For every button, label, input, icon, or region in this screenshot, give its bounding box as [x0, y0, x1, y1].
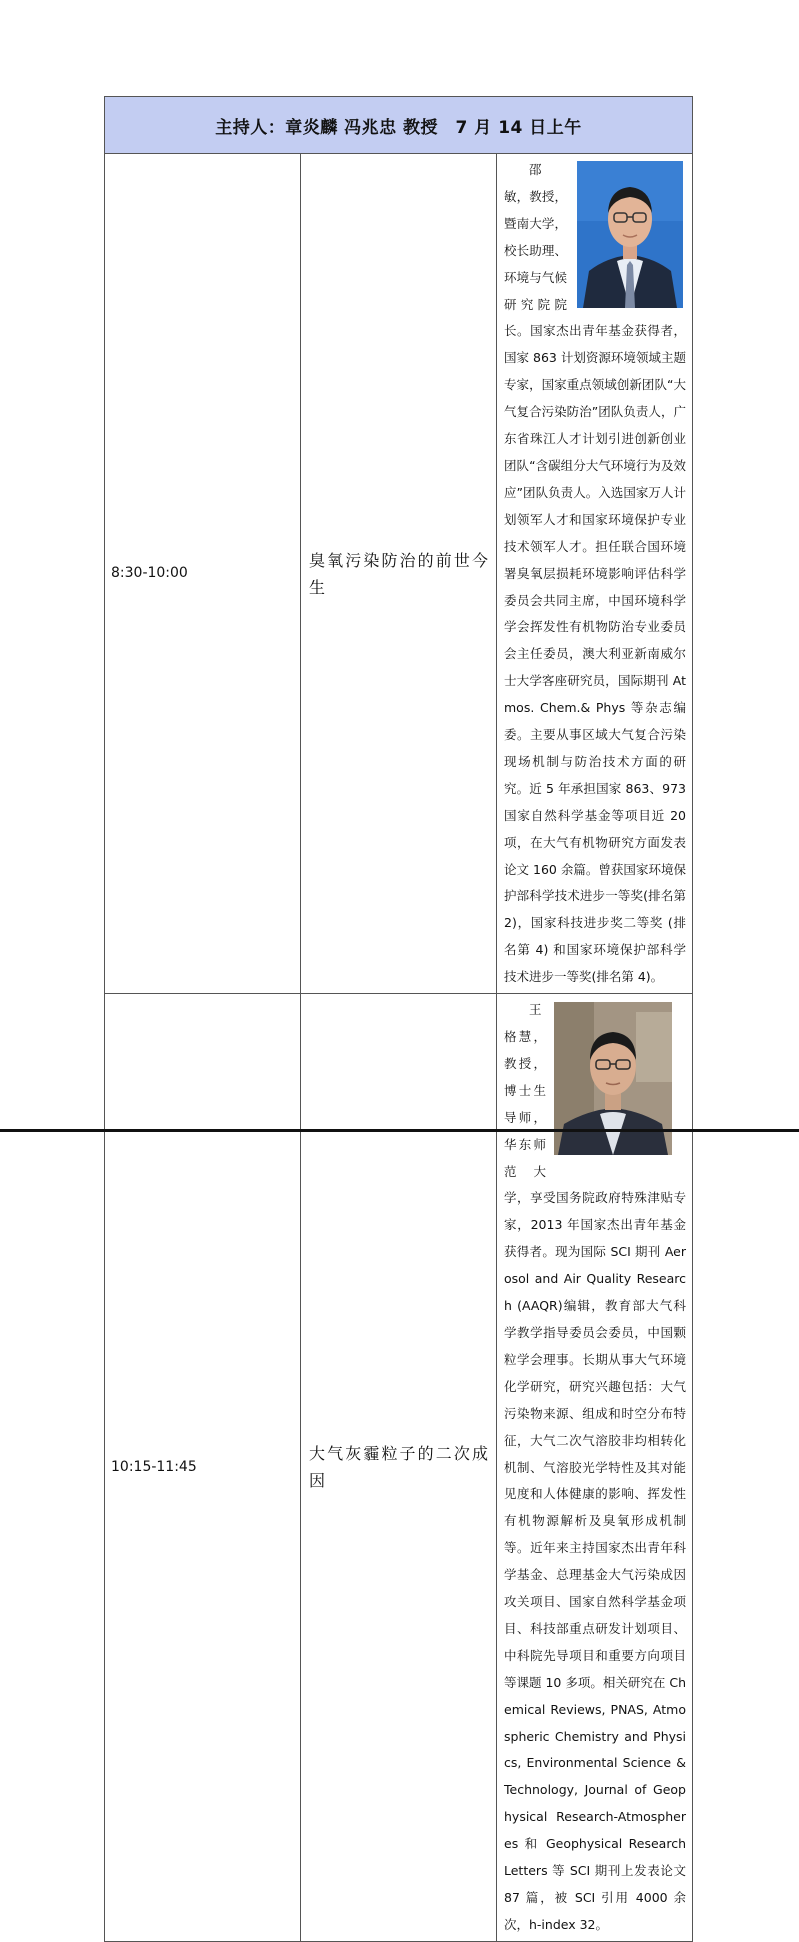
session-row [105, 994, 693, 1942]
speaker-photo [577, 161, 683, 308]
schedule-table [104, 96, 693, 1942]
speaker-bio-cell [497, 994, 693, 1942]
session-row [105, 154, 693, 994]
page-bottom-rule [0, 1129, 799, 1132]
session-time: 10:15-11:45 [105, 994, 301, 1942]
session-time: 8:30-10:00 [105, 154, 301, 994]
speaker-bio-text: 王格慧，教授，博士生导师，华东师范大学，享受国务院政府特殊津贴专家，2013 年国家杰出青年基金获得者。现为国际 SCI 期刊 Aerosol and Air Quality Research (AAQR)编辑，教育部大气科学教学指导委员会委员，中国颗粒学会理事。长期从事大气环境化学研究，研究兴趣包括：大气污染物来源、组成和时空分布特征，大气二次气溶胶非均相转化机制、气溶胶光学特性及其对能见度和人体健康的影响、挥发性有机物源解析及臭氧形成机制等。近年来主持国家杰出青年科学基金、总理基金大气污染成因攻关项目、国家自然科学基金项目、科技部重点研发计划项目、中科院先导项目和重要方向项目等课题 10 多项。相关研究在 Chemical Reviews, PNAS, Atmospheric Chemistry and Physics, Environmental Science &Technology, Journal of Geophysical Research-Atmospheres 和 Geophysical Research Letters 等 SCI 期刊上发表论文 87 篇，被 SCI 引用 4000 余次，h-index 32。 [504, 1002, 686, 1932]
session-topic: 臭氧污染防治的前世今生 [301, 154, 497, 994]
speaker-bio-cell [497, 154, 693, 994]
host-row [105, 97, 693, 154]
session-topic: 大气灰霾粒子的二次成因 [301, 994, 497, 1942]
speaker-portrait-image [554, 1002, 672, 1155]
speaker-portrait-image [577, 161, 683, 308]
speaker-bio-text: 邵 敏，教授，暨南大学，校长助理、环境与气候研究院院长。国家杰出青年基金获得者，国家 863 计划资源环境领域主题专家，国家重点领域创新团队“大气复合污染防治”团队负责人，广东省珠江人才计划引进创新创业团队“含碳组分大气环境行为及效应”团队负责人。入选国家万人计划领军人才和国家环境保护专业技术领军人才。担任联合国环境署臭氧层损耗环境影响评估科学委员会共同主席，中国环境科学学会挥发性有机物防治专业委员会主任委员，澳大利亚新南威尔士大学客座研究员，国际期刊 Atmos. Chem.& Phys 等杂志编委。主要从事区域大气复合污染现场机制与防治技术方面的研究。近 5 年承担国家 863、973 国家自然科学基金等项目近 20 项，在大气有机物研究方面发表论文 160 余篇。曾获国家环境保护部科学技术进步一等奖(排名第 2)，国家科技进步奖二等奖 (排名第 4) 和国家环境保护部科学技术进步一等奖(排名第 4)。 [504, 162, 686, 985]
host-header: 主持人：章炎麟 冯兆忠 教授 7 月 14 日上午 [105, 97, 693, 154]
speaker-photo [554, 1002, 672, 1155]
